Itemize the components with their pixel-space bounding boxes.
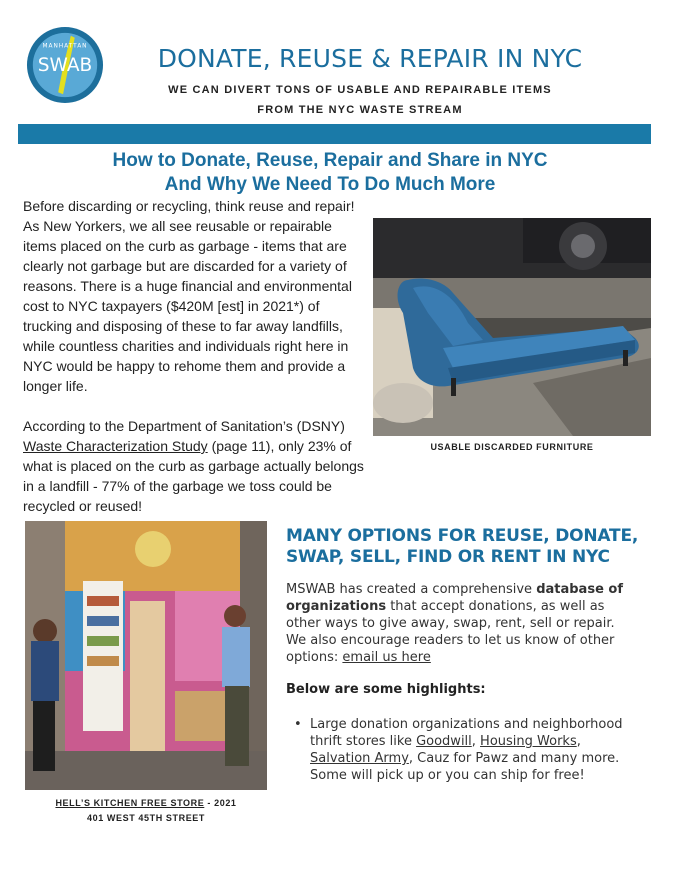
intro-paragraph-2 xyxy=(23,416,368,516)
bullet-separator-1: , xyxy=(471,734,481,749)
options-text-before: MSWAB has created a comprehensive xyxy=(286,582,537,597)
waste-study-link[interactable]: Waste Characterization Study xyxy=(23,438,208,454)
header-divider-bar xyxy=(18,124,651,144)
highlights-label: Below are some highlights: xyxy=(286,682,486,697)
free-store-photo xyxy=(25,521,267,790)
options-paragraph xyxy=(286,581,636,666)
store-address-caption: 401 WEST 45TH STREET xyxy=(86,813,206,823)
bullet-text-after: , Cauz for Pawz and many more. Some will pick up or you can ship for free! xyxy=(310,751,620,783)
bullet-text-before: Large donation organizations and neighborhood thrift stores like xyxy=(310,717,623,749)
subtitle-line-2: FROM THE NYC WASTE STREAM xyxy=(257,104,463,116)
options-text-after: that accept donations, as well as other ways to give away, swap, rent, sell or repair. We also encourage readers to let us know of other options: xyxy=(286,599,615,665)
email-us-link[interactable]: email us here xyxy=(342,650,431,665)
salvation-army-link[interactable]: Salvation Army xyxy=(310,751,409,766)
subtitle-line-1: WE CAN DIVERT TONS OF USABLE AND REPAIRABLE ITEMS xyxy=(168,84,552,96)
bullet-separator-2: , xyxy=(576,734,581,749)
options-heading-line-2: SWAP, SELL, FIND OR RENT IN NYC xyxy=(286,547,610,567)
store-photo-caption xyxy=(25,798,267,808)
page-title: DONATE, REUSE & REPAIR IN NYC xyxy=(157,44,583,73)
store-caption-year: - 2021 xyxy=(204,798,237,808)
mswab-logo xyxy=(26,26,104,104)
bullet-dot: • xyxy=(294,717,302,732)
intro-p2-before: According to the Department of Sanitation’s (DSNY) xyxy=(23,418,345,434)
options-heading-line-1: MANY OPTIONS FOR REUSE, DONATE, xyxy=(286,526,639,546)
goodwill-link[interactable]: Goodwill xyxy=(416,734,472,749)
logo-text: SWAB xyxy=(37,54,93,76)
options-paragraph-text xyxy=(286,581,636,666)
logo-ring-text: MANHATTAN xyxy=(42,43,88,50)
intro-text xyxy=(23,196,368,516)
section-heading-line-2: And Why We Need To Do Much More xyxy=(164,174,496,195)
sofa-photo-caption: USABLE DISCARDED FURNITURE xyxy=(430,442,594,452)
free-store-link[interactable]: HELL’S KITCHEN FREE STORE xyxy=(55,798,205,808)
highlights-list xyxy=(286,716,636,784)
database-emphasis: database of organizations xyxy=(286,582,623,614)
intro-paragraph-1: Before discarding or recycling, think reuse and repair! As New Yorkers, we all see reusable or repairable items placed on the curb as garbage - items that are clearly not garbage but are discarded for a variety of reasons. There is a huge financial and environmental cost to NYC taxpayers ($420M [est] in 2021*) of trucking and disposing of these to far away landfills, while countless charities and individuals right here in NYC would be happy to rehome them and provide a longer life. xyxy=(23,198,355,394)
housing-works-link[interactable]: Housing Works xyxy=(480,734,577,749)
sofa-photo xyxy=(373,218,651,436)
list-item xyxy=(286,716,636,784)
intro-p2-after: (page 11), only 23% of what is placed on the curb as garbage actually belongs in a landfill - 77% of the garbage we toss could be recycled or reused! xyxy=(23,438,364,514)
section-heading-line-1: How to Donate, Reuse, Repair and Share in NYC xyxy=(112,150,548,171)
